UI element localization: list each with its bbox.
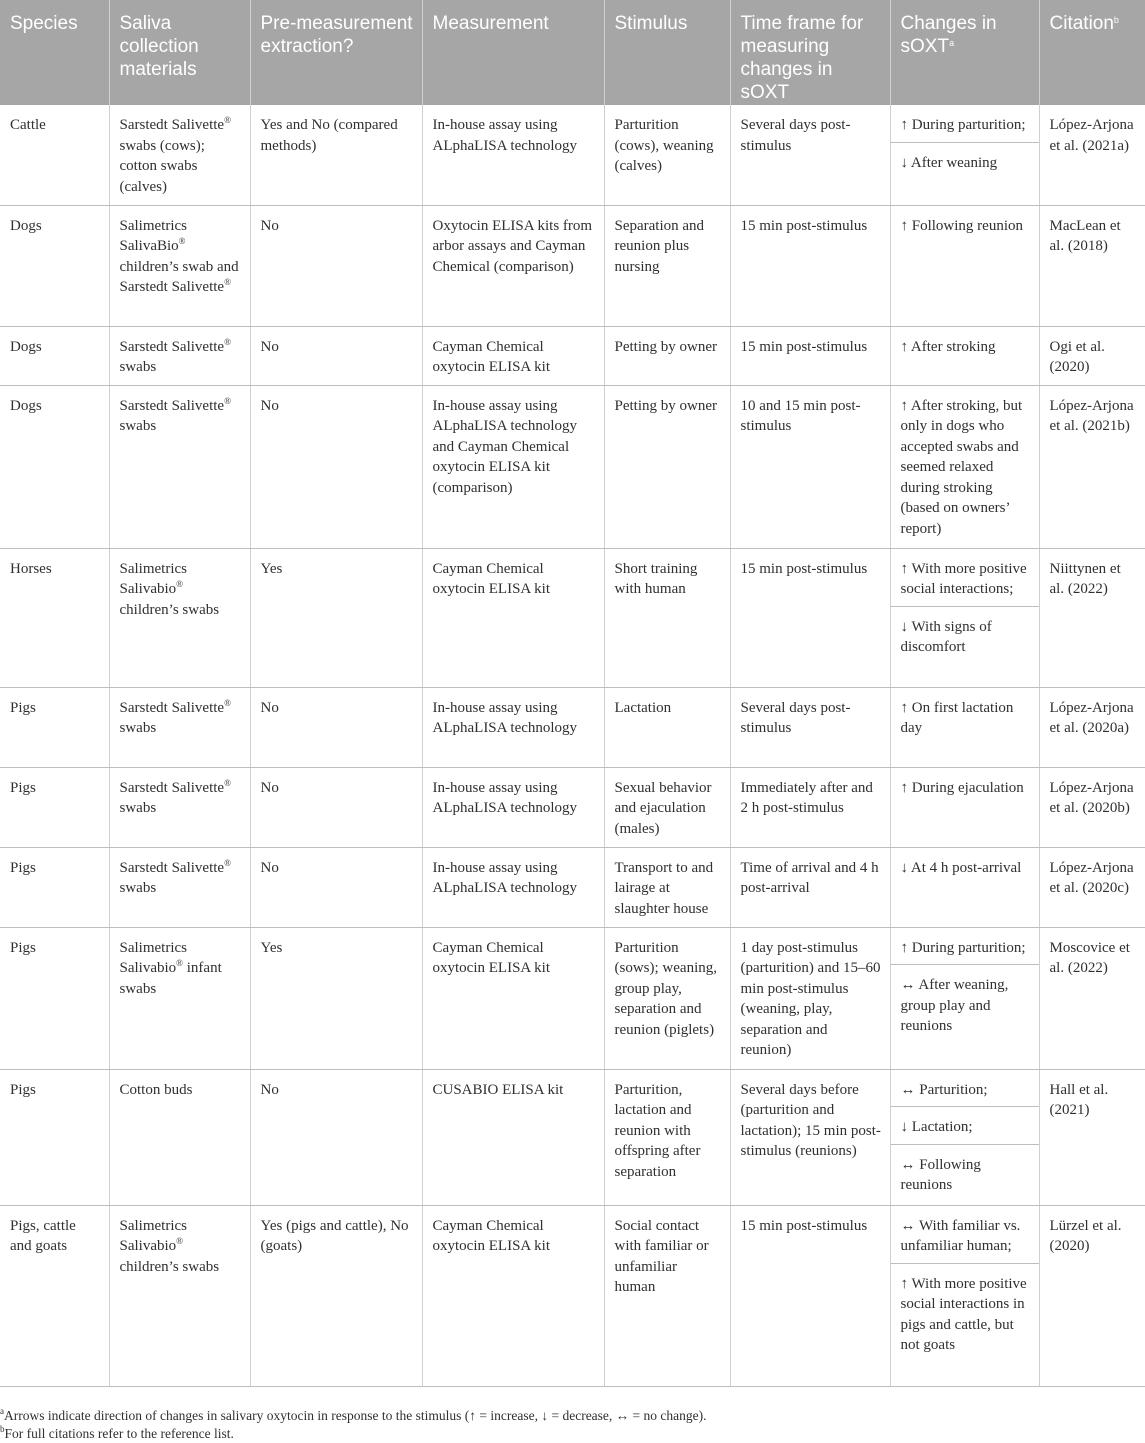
header-citation-label: Citation	[1049, 13, 1114, 34]
header-row	[0, 0, 1145, 105]
cell-measurement: In-house assay using ALphaLISA technology and Cayman Chemical oxytocin ELISA kit (comparison)	[422, 385, 604, 548]
header-materials: Saliva collection materials	[109, 0, 250, 105]
header-changes-footnote-mark: a	[949, 38, 955, 48]
table-row	[0, 847, 1145, 927]
cell-measurement: Cayman Chemical oxytocin ELISA kit	[422, 326, 604, 385]
cell-citation: Moscovice et al. (2022)	[1039, 927, 1145, 1069]
cell-species: Cattle	[0, 105, 109, 205]
cell-extraction: No	[250, 687, 422, 767]
cell-extraction: No	[250, 385, 422, 548]
cell-changes	[890, 205, 1039, 326]
cell-species: Pigs	[0, 687, 109, 767]
cell-species: Pigs	[0, 847, 109, 927]
change-entry: ↑ After stroking, but only in dogs who accepted swabs and seemed relaxed during stroking (based on owners’ report)	[900, 397, 1023, 538]
change-entry: ↓ After weaning	[891, 142, 1039, 180]
cell-changes	[890, 548, 1039, 687]
cell-stimulus: Parturition (sows); weaning, group play, separation and reunion (piglets)	[604, 927, 730, 1069]
cell-species: Pigs	[0, 1069, 109, 1205]
change-entry: ↑ On first lactation day	[900, 699, 1014, 737]
cell-materials: Sarstedt Salivette® swabs	[109, 687, 250, 767]
cell-measurement: CUSABIO ELISA kit	[422, 1069, 604, 1205]
change-entry: ↓ At 4 h post-arrival	[900, 859, 1022, 876]
cell-timeframe: Several days post-stimulus	[730, 687, 890, 767]
change-entry: ↔ With familiar vs. unfamiliar human;	[900, 1217, 1021, 1255]
header-extraction: Pre-measurement extraction?	[250, 0, 422, 105]
table-row	[0, 1069, 1145, 1205]
cell-timeframe: 15 min post-stimulus	[730, 326, 890, 385]
cell-species: Pigs	[0, 767, 109, 847]
cell-extraction: Yes and No (compared methods)	[250, 105, 422, 205]
cell-timeframe: 15 min post-stimulus	[730, 205, 890, 326]
cell-extraction: No	[250, 1069, 422, 1205]
change-entry: ↔ Parturition;	[900, 1081, 988, 1098]
cell-extraction: Yes (pigs and cattle), No (goats)	[250, 1205, 422, 1386]
cell-timeframe: Several days before (parturition and lactation); 15 min post-stimulus (reunions)	[730, 1069, 890, 1205]
change-entry: ↑ Following reunion	[900, 217, 1023, 234]
header-measurement: Measurement	[422, 0, 604, 105]
cell-changes	[890, 1069, 1039, 1205]
cell-changes	[890, 326, 1039, 385]
footnote-a	[0, 1407, 1145, 1425]
cell-species: Dogs	[0, 326, 109, 385]
header-species: Species	[0, 0, 109, 105]
cell-stimulus: Social contact with familiar or unfamiliar human	[604, 1205, 730, 1386]
cell-stimulus: Sexual behavior and ejaculation (males)	[604, 767, 730, 847]
cell-stimulus: Parturition (cows), weaning (calves)	[604, 105, 730, 205]
table-row	[0, 385, 1145, 548]
cell-measurement: In-house assay using ALphaLISA technology	[422, 687, 604, 767]
cell-timeframe: 1 day post-stimulus (parturition) and 15–60 min post-stimulus (weaning, play, separation and reunion)	[730, 927, 890, 1069]
cell-citation: Niittynen et al. (2022)	[1039, 548, 1145, 687]
cell-extraction: Yes	[250, 927, 422, 1069]
cell-stimulus: Lactation	[604, 687, 730, 767]
cell-species: Dogs	[0, 205, 109, 326]
cell-measurement: In-house assay using ALphaLISA technology	[422, 847, 604, 927]
cell-citation: López-Arjona et al. (2021a)	[1039, 105, 1145, 205]
cell-measurement: Cayman Chemical oxytocin ELISA kit	[422, 927, 604, 1069]
cell-materials: Salimetrics SalivaBio® children’s swab and Sarstedt Salivette®	[109, 205, 250, 326]
cell-changes	[890, 927, 1039, 1069]
cell-stimulus: Short training with human	[604, 548, 730, 687]
cell-materials: Salimetrics Salivabio® children’s swabs	[109, 548, 250, 687]
cell-stimulus: Parturition, lactation and reunion with offspring after separation	[604, 1069, 730, 1205]
cell-materials: Sarstedt Salivette® swabs	[109, 385, 250, 548]
cell-measurement: Cayman Chemical oxytocin ELISA kit	[422, 1205, 604, 1386]
cell-citation: López-Arjona et al. (2020c)	[1039, 847, 1145, 927]
table-row	[0, 548, 1145, 687]
cell-measurement: In-house assay using ALphaLISA technology	[422, 767, 604, 847]
cell-citation: López-Arjona et al. (2020b)	[1039, 767, 1145, 847]
cell-extraction: Yes	[250, 548, 422, 687]
cell-measurement: Cayman Chemical oxytocin ELISA kit	[422, 548, 604, 687]
cell-materials: Salimetrics Salivabio® infant swabs	[109, 927, 250, 1069]
cell-timeframe: 10 and 15 min post-stimulus	[730, 385, 890, 548]
cell-species: Horses	[0, 548, 109, 687]
cell-citation: Lürzel et al. (2020)	[1039, 1205, 1145, 1386]
cell-timeframe: 15 min post-stimulus	[730, 548, 890, 687]
footnote-b-text: For full citations refer to the reference list.	[4, 1426, 234, 1441]
change-entry: ↔ After weaning, group play and reunions	[891, 964, 1039, 1043]
cell-species: Pigs, cattle and goats	[0, 1205, 109, 1386]
cell-materials: Salimetrics Salivabio® children’s swabs	[109, 1205, 250, 1386]
table-row	[0, 927, 1145, 1069]
header-timeframe: Time frame for measuring changes in sOXT	[730, 0, 890, 105]
cell-changes	[890, 687, 1039, 767]
table-row	[0, 326, 1145, 385]
cell-measurement: Oxytocin ELISA kits from arbor assays and Cayman Chemical (comparison)	[422, 205, 604, 326]
cell-measurement: In-house assay using ALphaLISA technology	[422, 105, 604, 205]
cell-materials: Cotton buds	[109, 1069, 250, 1205]
cell-timeframe: Several days post-stimulus	[730, 105, 890, 205]
cell-changes	[890, 385, 1039, 548]
cell-materials: Sarstedt Salivette® swabs	[109, 847, 250, 927]
footnote-b-mark: b	[0, 1424, 5, 1434]
cell-citation: López-Arjona et al. (2021b)	[1039, 385, 1145, 548]
change-entry: ↑ During ejaculation	[900, 779, 1024, 796]
change-entry: ↓ With signs of discomfort	[891, 606, 1039, 664]
cell-changes	[890, 767, 1039, 847]
cell-citation: Hall et al. (2021)	[1039, 1069, 1145, 1205]
cell-citation: López-Arjona et al. (2020a)	[1039, 687, 1145, 767]
cell-timeframe: 15 min post-stimulus	[730, 1205, 890, 1386]
change-entry: ↓ Lactation;	[891, 1106, 1039, 1144]
header-stimulus: Stimulus	[604, 0, 730, 105]
table-row	[0, 205, 1145, 326]
change-entry: ↑ With more positive social interactions in pigs and cattle, but not goats	[891, 1263, 1039, 1362]
cell-extraction: No	[250, 326, 422, 385]
footnote-a-text: Arrows indicate direction of changes in salivary oxytocin in response to the stimulus (↑ = increase, ↓ = decrease, ↔ = no change).	[4, 1408, 707, 1423]
cell-citation: Ogi et al. (2020)	[1039, 326, 1145, 385]
table-row	[0, 1205, 1145, 1386]
change-entry: ↔ Following reunions	[891, 1144, 1039, 1202]
cell-timeframe: Time of arrival and 4 h post-arrival	[730, 847, 890, 927]
cell-changes	[890, 1205, 1039, 1386]
change-entry: ↑ During parturition;	[900, 117, 1026, 133]
change-entry: ↑ During parturition;	[900, 939, 1026, 956]
cell-timeframe: Immediately after and 2 h post-stimulus	[730, 767, 890, 847]
cell-stimulus: Transport to and lairage at slaughter house	[604, 847, 730, 927]
cell-extraction: No	[250, 847, 422, 927]
cell-extraction: No	[250, 205, 422, 326]
cell-materials: Sarstedt Salivette® swabs (cows); cotton swabs (calves)	[109, 105, 250, 205]
cell-stimulus: Separation and reunion plus nursing	[604, 205, 730, 326]
cell-changes	[890, 847, 1039, 927]
change-entry: ↑ With more positive social interactions;	[900, 560, 1027, 598]
cell-species: Dogs	[0, 385, 109, 548]
cell-materials: Sarstedt Salivette® swabs	[109, 326, 250, 385]
table-row	[0, 105, 1145, 205]
table-row	[0, 687, 1145, 767]
header-citation-footnote-mark: b	[1113, 15, 1119, 25]
header-changes	[890, 0, 1039, 105]
cell-stimulus: Petting by owner	[604, 326, 730, 385]
cell-changes	[890, 105, 1039, 205]
change-entry: ↑ After stroking	[900, 338, 996, 355]
footnote-b	[0, 1425, 1145, 1443]
cell-citation: MacLean et al. (2018)	[1039, 205, 1145, 326]
cell-extraction: No	[250, 767, 422, 847]
cell-species: Pigs	[0, 927, 109, 1069]
table-row	[0, 767, 1145, 847]
header-changes-label: Changes in sOXT	[900, 13, 997, 57]
cell-materials: Sarstedt Salivette® swabs	[109, 767, 250, 847]
header-citation	[1039, 0, 1145, 105]
footnote-a-mark: a	[0, 1406, 4, 1416]
cell-stimulus: Petting by owner	[604, 385, 730, 548]
